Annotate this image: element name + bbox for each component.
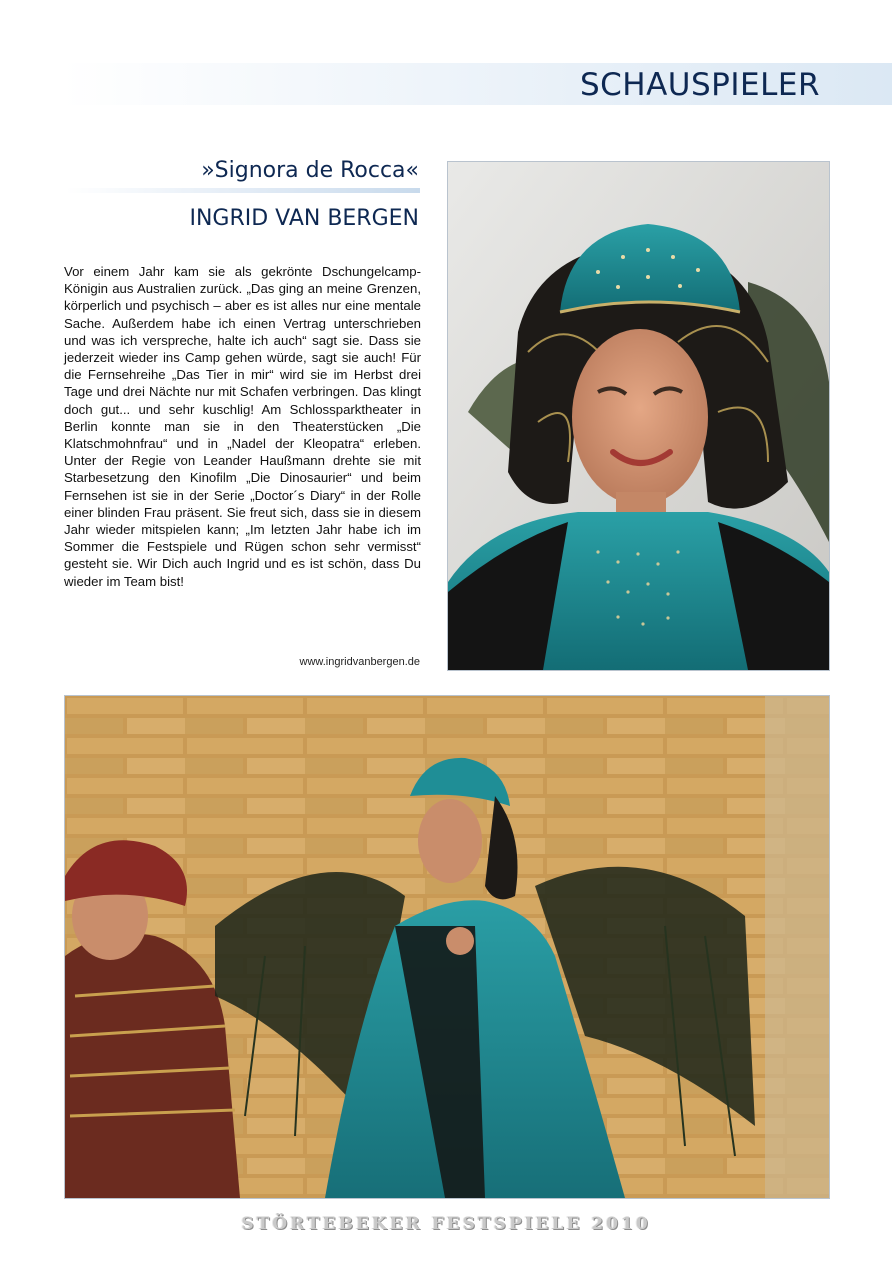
portrait-photo (447, 161, 830, 671)
actor-name: INGRID VAN BERGEN (189, 206, 419, 231)
bio-text: Vor einem Jahr kam sie als gekrönte Dschungelcamp-Königin aus Australien zurück. „Das ging an meine Grenzen, körperlich und psychisch – aber es ist alles nur eine mentale Sache. Außerdem habe ich einen Vertrag unterschrieben und was ich verspreche, halte ich auch“ sagt sie. Dass sie jederzeit wieder ins Camp gehen würde, sagt sie auch! Für die Fernsehreihe „Das Tier in mir“ wird sie im Herbst drei Tage und drei Nächte nur mit Schafen verbringen. Das klingt doch gut... und sehr kuschlig! Am Schlossparktheater in Berlin konnte man sie in den Theaterstücken „Die Klatschmohnfrau“ und in „Nadel der Kleopatra“ erleben. Unter der Regie von Leander Haußmann drehte sie mit Starbesetzung den Kinofilm „Die Dinosaurier“ und beim Fernsehen ist sie in der Serie „Doctor´s Diary“ in der Rolle einer blinden Frau präsent. Sie freut sich, dass sie in diesem Jahr wieder mitspielen kann; „Im letzten Jahr habe ich im Sommer die Festspiele und Rügen schon sehr vermisst“ gesteht sie. Wir Dich auch Ingrid und es ist schön, dass Du wieder im Team bist! (64, 264, 421, 589)
website-link[interactable]: www.ingridvanbergen.de (299, 656, 420, 668)
section-title: SCHAUSPIELER (579, 67, 820, 103)
stage-photo (64, 695, 830, 1199)
role-title: »Signora de Rocca« (201, 158, 419, 183)
footer-brand: STÖRTEBEKER FESTSPIELE 2010 (241, 1214, 651, 1234)
title-divider (66, 188, 420, 193)
